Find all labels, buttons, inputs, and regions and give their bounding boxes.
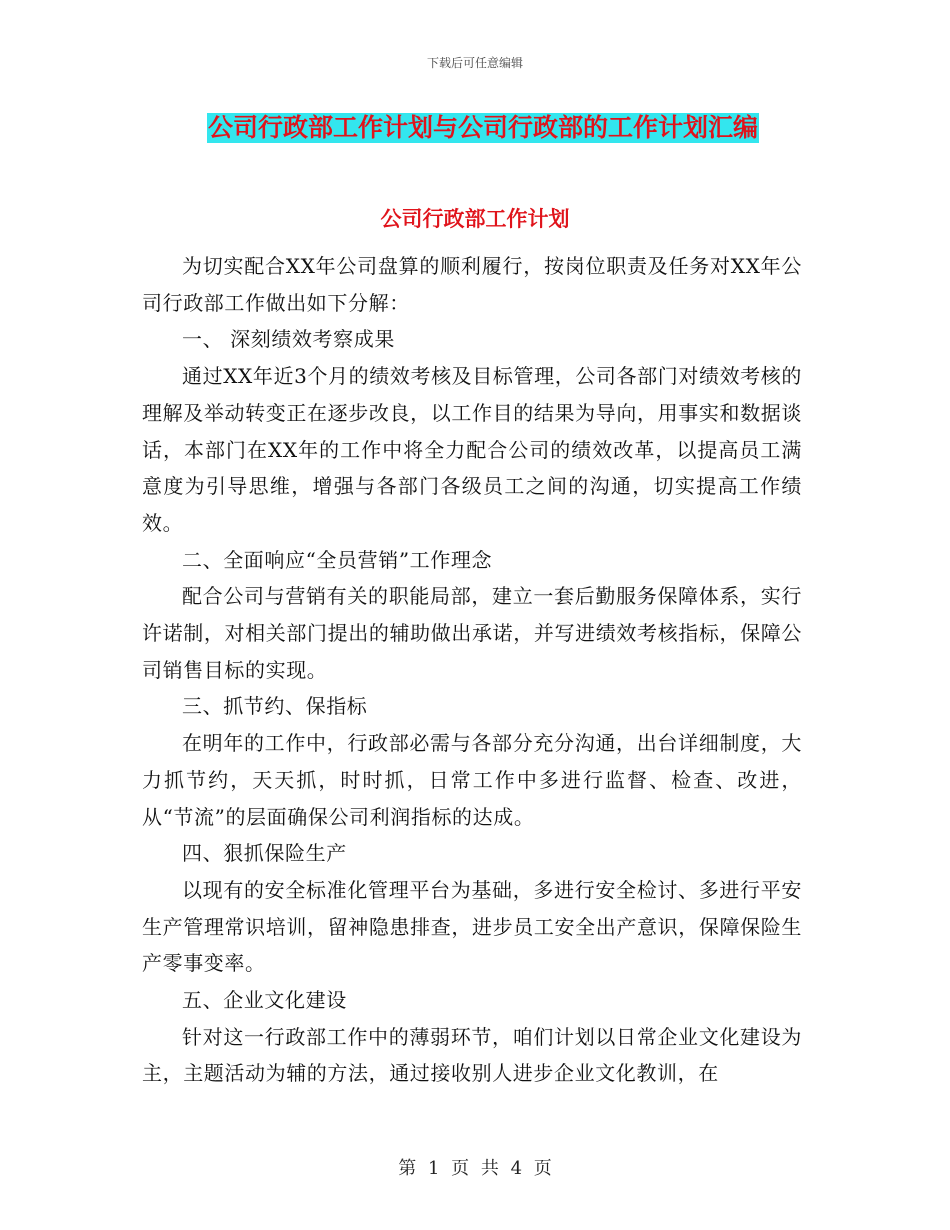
section-body-3: 在明年的工作中，行政部必需与各部分充分沟通，出台详细制度，大力抓节约，天天抓，时时抓，日常工作中多进行监督、检查、改进，从“节流”的层面确保公司利润指标的达成。 bbox=[142, 731, 802, 829]
section-title: 公司行政部工作计划 bbox=[380, 207, 570, 231]
section-heading-1: 一、 深刻绩效考察成果 bbox=[182, 327, 395, 352]
header-note: 下载后可任意编辑 bbox=[426, 56, 523, 70]
section-body-4: 以现有的安全标准化管理平台为基础，多进行安全检讨、多进行平安生产管理常识培训，留神隐患排查，进步员工安全出产意识，保障保险生产零事变率。 bbox=[142, 877, 802, 976]
section-body-5: 针对这一行政部工作中的薄弱环节，咱们计划以日常企业文化建设为主，主题活动为辅的方法，通过接收别人进步企业文化教训，在 bbox=[142, 1024, 802, 1086]
intro-paragraph: 为切实配合XX年公司盘算的顺利履行，按岗位职责及任务对XX年公司行政部工作做出如下分解： bbox=[142, 254, 802, 315]
section-heading-3: 三、抓节约、保指标 bbox=[182, 694, 368, 719]
section-heading-4: 四、狠抓保险生产 bbox=[182, 841, 347, 866]
page-footer: 第 1 页 共 4 页 bbox=[398, 1158, 552, 1179]
document-title: 公司行政部工作计划与公司行政部的工作计划汇编 bbox=[208, 113, 759, 142]
document-body bbox=[142, 248, 802, 1092]
section-heading-5: 五、企业文化建设 bbox=[182, 988, 347, 1013]
section-body-2: 配合公司与营销有关的职能局部，建立一套后勤服务保障体系，实行许诺制，对相关部门提出的辅助做出承诺，并写进绩效考核指标，保障公司销售目标的实现。 bbox=[142, 584, 802, 682]
section-heading-2: 二、全面响应“全员营销”工作理念 bbox=[182, 547, 493, 572]
section-body-1: 通过XX年近3个月的绩效考核及目标管理，公司各部门对绩效考核的理解及举动转变正在逐步改良，以工作目的结果为导向，用事实和数据谈话，本部门在XX年的工作中将全力配合公司的绩效改革，以提高员工满意度为引导思维，增强与各部门各级员工之间的沟通，切实提高工作绩效。 bbox=[142, 364, 802, 535]
